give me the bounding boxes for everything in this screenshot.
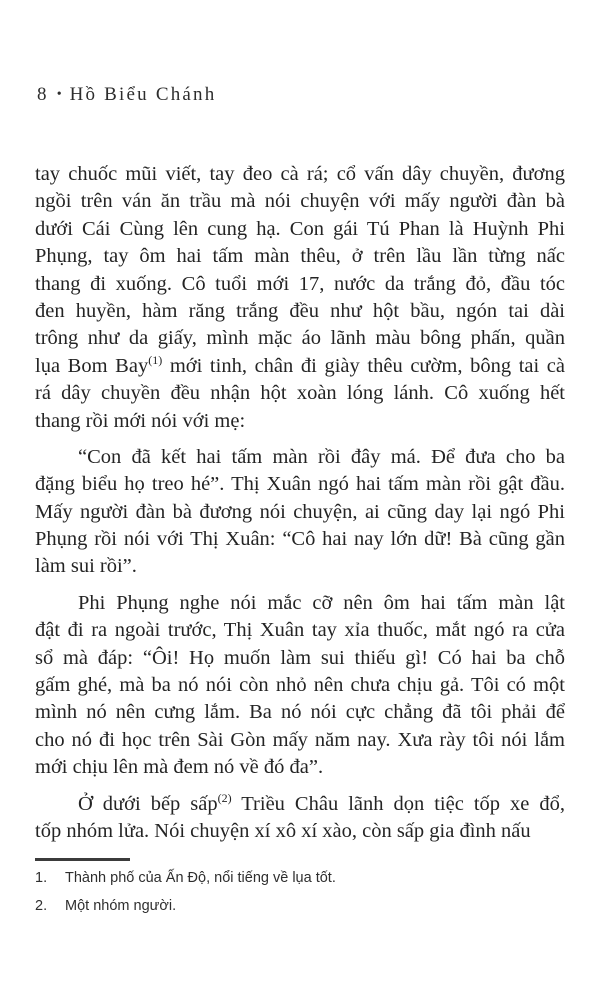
body-line: đật đi ra ngoài trước, Thị Xuân tay xỉa thuốc, mắt ngó ra cửa — [35, 619, 565, 642]
body-line: thang rồi mới nói với mẹ: — [35, 409, 246, 432]
footnote-divider — [35, 858, 130, 861]
body-line: mới chịu lên mà đem nó về đó đa”. — [35, 756, 324, 779]
page-header — [37, 84, 216, 106]
body-line: trông như da giấy, mình mặc áo lãnh màu bông phấn, quần — [35, 327, 565, 350]
body-line: “Con đã kết hai tấm màn rồi đây má. Để đưa cho ba — [78, 445, 565, 468]
body-line: đặng biểu họ treo hé”. Thị Xuân ngó hai tấm màn rồi gật đầu. — [35, 473, 565, 496]
paragraph-container — [35, 161, 565, 845]
body-line: gấm ghé, mà ba nó nói còn nhỏ nên chưa chịu gả. Tôi có một — [35, 674, 565, 697]
paragraph — [35, 161, 565, 435]
body-line: Phụng, tay ôm hai tấm màn thêu, ở trên lầu lần từng nấc — [35, 245, 565, 268]
body-line: dưới Cái Cùng lên cung hạ. Con gái Tú Phan là Huỳnh Phi — [35, 217, 565, 240]
body-line: Phi Phụng nghe nói mắc cỡ nên ôm hai tấm màn lật — [78, 591, 565, 614]
body-line: Mấy người đàn bà đương nói chuyện, ai cũng day lại ngó Phi — [35, 500, 565, 523]
body-line: sổ mà đáp: “Ôi! Họ muốn làm sui thiếu gì! Có hai ba chỗ — [35, 646, 565, 669]
paragraph — [35, 444, 565, 581]
footnote-marker: (2) — [217, 790, 232, 805]
body-line: tay chuốc mũi viết, tay đeo cà rá; cổ vấn dây chuyền, đương — [35, 163, 565, 185]
body-line: làm sui rồi”. — [35, 555, 137, 578]
author-name: Hồ Biểu Chánh — [69, 84, 217, 105]
page-number: 8 — [37, 84, 49, 105]
body-line: cho nó đi học trên Sài Gòn mấy năm nay. Xưa rày tôi nói lắm — [35, 728, 565, 751]
footnote-text: Một nhóm người. — [65, 897, 177, 914]
footnote-number: 2. — [35, 897, 48, 914]
paragraph — [35, 590, 565, 782]
footnote-item — [35, 896, 565, 916]
footnote-marker: (1) — [148, 352, 163, 367]
body-line: ngồi trên ván ăn trầu mà nói chuyện với mấy người đàn bà — [35, 190, 565, 213]
body-line: rá dây chuyền đều nhận hột xoàn lóng lánh. Cô xuống hết — [35, 382, 565, 405]
body-line: tốp nhóm lửa. Nói chuyện xí xô xí xào, còn sấp gia đình nấu — [35, 819, 531, 842]
body-line: mình nó nên cưng lắm. Ba nó nói cực chẳng đã tôi phải để — [35, 701, 565, 724]
footnote-number: 1. — [35, 869, 48, 886]
footnote-item — [35, 868, 565, 888]
footnote-text: Thành phố của Ấn Độ, nổi tiếng về lụa tốt. — [65, 869, 336, 886]
footnotes — [35, 868, 565, 916]
paragraph — [35, 791, 565, 846]
body-line: Phụng rồi nói với Thị Xuân: “Cô hai nay lớn dữ! Bà cũng gần — [35, 528, 565, 551]
body-line: Ở dưới bếp sấp$^{(2)}$ Triều Châu lãnh dọn tiệc tốp xe đổ, — [78, 790, 565, 815]
body-line: lụa Bom Bay$^{(1)}$ mới tinh, chân đi giày thêu cườm, bông tai cà — [35, 352, 565, 377]
header-bullet: • — [56, 87, 62, 102]
page-body — [35, 161, 565, 924]
body-line: thang đi xuống. Cô tuổi mới 17, nước da trắng đỏ, đầu tóc — [35, 272, 565, 295]
body-line: đen huyền, hàm răng trắng đều như hột bầu, ngón tai dài — [35, 299, 565, 322]
